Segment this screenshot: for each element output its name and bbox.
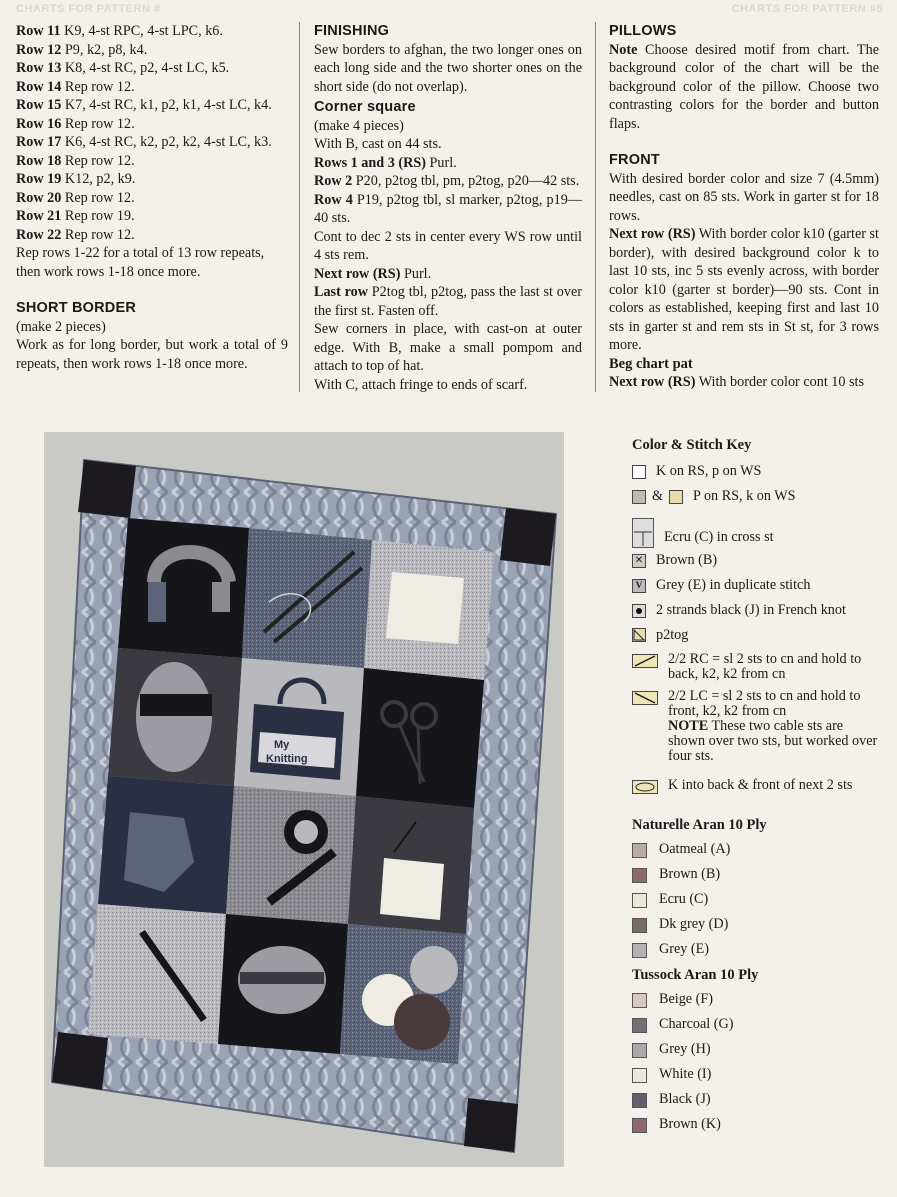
row-2 bbox=[314, 172, 582, 191]
french-knot-icon bbox=[632, 604, 646, 618]
yarn-color-item bbox=[632, 990, 713, 1008]
key-item-cross-stitch bbox=[632, 516, 774, 553]
yarn-color-item bbox=[632, 890, 708, 908]
color-swatch-icon bbox=[632, 1068, 647, 1083]
row-instruction bbox=[16, 207, 288, 226]
color-swatch-icon bbox=[632, 893, 647, 908]
row-label: Row 21 bbox=[16, 208, 62, 224]
row-text: K7, 4-st RC, k1, p2, k1, 4-st LC, k4. bbox=[61, 97, 272, 113]
yarn-color-name: Charcoal (G) bbox=[659, 1016, 734, 1032]
key-item-rc bbox=[632, 652, 882, 682]
row-instruction bbox=[16, 96, 288, 115]
front-heading: FRONT bbox=[609, 152, 660, 168]
row-instruction bbox=[16, 115, 288, 134]
rows-1-3-text: Purl. bbox=[425, 154, 457, 171]
last-row-label: Last row bbox=[314, 284, 368, 300]
row-label: Row 11 bbox=[16, 23, 61, 39]
row-label: Row 18 bbox=[16, 152, 62, 169]
note-label: Note bbox=[609, 41, 638, 58]
last-row bbox=[314, 283, 582, 320]
key-item-brown bbox=[632, 551, 717, 569]
next-row-text: Purl. bbox=[400, 265, 432, 282]
short-border-heading: SHORT BORDER bbox=[16, 300, 137, 316]
yarn-color-name: Brown (K) bbox=[659, 1116, 721, 1132]
ghost-header-right: CHARTS FOR PATTERN #5 bbox=[731, 3, 883, 15]
note-text: Choose desired motif from chart. The background color of the chart will be the background color of the pillow. Choose two contrasting colors for the border and button flaps. bbox=[609, 41, 879, 132]
key-item-label: P on RS, k on WS bbox=[693, 488, 796, 504]
beg-chart-next-row bbox=[609, 373, 879, 392]
afghan-illustration bbox=[44, 432, 564, 1167]
key-item-label: 2/2 LC = sl 2 sts to cn and hold to front, k2, k2 from cn bbox=[668, 688, 861, 719]
purl-swatch-yellow-icon bbox=[669, 490, 683, 504]
row-text: Rep row 12. bbox=[61, 152, 135, 169]
yarn-color-name: Grey (E) bbox=[659, 941, 710, 957]
rows-1-3 bbox=[314, 154, 582, 173]
finishing-text: Sew borders to afghan, the two longer ones on each long side and the two shorter ones on the short side (do not overlap). bbox=[314, 41, 582, 95]
bag-label-line1: My bbox=[274, 739, 290, 751]
row-4 bbox=[314, 191, 582, 228]
knit-swatch-icon bbox=[632, 465, 646, 479]
column-1 bbox=[16, 22, 288, 373]
next-row-label: Next row (RS) bbox=[314, 265, 401, 282]
key-item-label: 2 strands black (J) in French knot bbox=[656, 602, 846, 618]
key-item-kfb bbox=[632, 778, 852, 799]
front-text: With desired border color and size 7 (4.5mm) needles, cast on 85 sts. Work in garter st for 18 rows. bbox=[609, 170, 879, 224]
short-border-text: Work as for long border, but work a total of 9 repeats, then work rows 1-18 once more. bbox=[16, 337, 288, 372]
bag-label-line2: Knitting bbox=[266, 753, 308, 765]
row-label: Row 14 bbox=[16, 78, 62, 95]
yarn-color-item bbox=[632, 1040, 711, 1058]
color-swatch-icon bbox=[632, 1093, 647, 1108]
row-text: Rep row 12. bbox=[61, 78, 135, 95]
yarn-color-name: Grey (H) bbox=[659, 1041, 711, 1057]
yarn-color-item bbox=[632, 865, 720, 883]
row-text: Rep row 12. bbox=[61, 189, 135, 206]
oval-icon bbox=[632, 780, 658, 799]
left-cable-icon bbox=[632, 691, 658, 710]
key-item-label: 2/2 RC = sl 2 sts to cn and hold to back, k2, k2 from cn bbox=[668, 651, 862, 682]
key-item-label: K on RS, p on WS bbox=[656, 463, 762, 479]
rows-1-3-label: Rows 1 and 3 (RS) bbox=[314, 154, 426, 171]
row-4-label: Row 4 bbox=[314, 191, 353, 208]
beg-next-row-label: Next row (RS) bbox=[609, 374, 696, 390]
row-instruction bbox=[16, 59, 288, 78]
ampersand: & bbox=[652, 488, 664, 504]
row-text: Rep row 12. bbox=[61, 115, 135, 132]
beg-next-row-text: With border color cont 10 sts bbox=[695, 374, 865, 390]
key-item-label: K into back & front of next 2 sts bbox=[668, 777, 853, 793]
afghan-blanket bbox=[52, 460, 556, 1152]
row-text: K8, 4-st RC, p2, 4-st LC, k5. bbox=[61, 60, 230, 76]
key-item-knit bbox=[632, 462, 761, 480]
yarn-color-name: Oatmeal (A) bbox=[659, 841, 731, 857]
afghan-photo bbox=[44, 432, 564, 1167]
yarn-color-item bbox=[632, 940, 709, 958]
tussock-heading: Tussock Aran 10 Ply bbox=[632, 967, 759, 983]
color-swatch-icon bbox=[632, 843, 647, 858]
row-text: K9, 4-st RPC, 4-st LPC, k6. bbox=[60, 23, 223, 39]
yarn-color-name: Dk grey (D) bbox=[659, 916, 729, 932]
repeat-instruction: Rep rows 1-22 for a total of 13 row repeats, then work rows 1-18 once more. bbox=[16, 245, 265, 280]
fringe-text: With C, attach fringe to ends of scarf. bbox=[314, 376, 528, 393]
row-instruction bbox=[16, 226, 288, 245]
key-item-label: Ecru (C) in cross st bbox=[664, 529, 774, 545]
key-item-lc bbox=[632, 689, 882, 764]
continue-text: Cont to dec 2 sts in center every WS row until 4 sts rem. bbox=[314, 228, 582, 263]
last-row-text: P2tog tbl, p2tog, pass the last st over the first st. Fasten off. bbox=[314, 284, 582, 319]
key-item-duplicate bbox=[632, 576, 810, 594]
row-label: Row 12 bbox=[16, 41, 62, 58]
finishing-heading: FINISHING bbox=[314, 23, 390, 39]
x-swatch-icon: ✕ bbox=[632, 554, 646, 568]
row-label: Row 19 bbox=[16, 171, 62, 187]
row-4-text: P19, p2tog tbl, sl marker, p2tog, p19—40 sts. bbox=[314, 191, 582, 226]
row-text: Rep row 19. bbox=[61, 208, 135, 224]
yarn-color-name: Brown (B) bbox=[659, 866, 721, 882]
row-instruction bbox=[16, 133, 288, 152]
next-row bbox=[314, 265, 582, 284]
yarn-color-item bbox=[632, 1065, 711, 1083]
row-instruction bbox=[16, 41, 288, 60]
color-swatch-icon bbox=[632, 1018, 647, 1033]
key-item-french-knot bbox=[632, 601, 846, 619]
sew-text: Sew corners in place, with cast-on at outer edge. With B, make a small pompom and attach to top of hat. bbox=[314, 321, 582, 374]
v-swatch-icon: V bbox=[632, 579, 646, 593]
naturelle-heading: Naturelle Aran 10 Ply bbox=[632, 817, 767, 833]
row-2-text: P20, p2tog tbl, pm, p2tog, p20—42 sts. bbox=[352, 173, 580, 189]
pillows-note bbox=[609, 41, 879, 134]
front-next-row bbox=[609, 225, 879, 355]
color-swatch-icon bbox=[632, 1043, 647, 1058]
yarn-color-name: Beige (F) bbox=[659, 991, 713, 1007]
column-3 bbox=[609, 22, 879, 392]
column-rule bbox=[595, 22, 596, 392]
row-instruction bbox=[16, 152, 288, 171]
short-border-note: (make 2 pieces) bbox=[16, 318, 106, 335]
yarn-color-item bbox=[632, 1115, 721, 1133]
yarn-color-name: Ecru (C) bbox=[659, 891, 709, 907]
yarn-color-name: White (I) bbox=[659, 1066, 712, 1082]
front-next-row-text: With border color k10 (garter st border), with desired background color k to last 10 sts, inc 5 sts evenly across, with border color k10 (garter st border)—90 sts. Cont in colors as established, keeping first and last 10 sts in garter st and rem sts in St st, for 3 rows more. bbox=[609, 226, 879, 353]
row-text: K6, 4-st RC, k2, p2, k2, 4-st LC, k3. bbox=[61, 134, 272, 150]
row-instructions bbox=[16, 22, 288, 244]
row-text: K12, p2, k9. bbox=[61, 171, 136, 187]
column-2 bbox=[314, 22, 582, 394]
right-cable-icon bbox=[632, 654, 658, 673]
color-swatch-icon bbox=[632, 918, 647, 933]
purl-swatch-grey-icon bbox=[632, 490, 646, 504]
color-swatch-icon bbox=[632, 993, 647, 1008]
row-instruction bbox=[16, 189, 288, 208]
color-swatch-icon bbox=[632, 1118, 647, 1133]
row-label: Row 13 bbox=[16, 60, 62, 76]
color-swatch-icon bbox=[632, 943, 647, 958]
cross-stitch-icon bbox=[632, 518, 654, 553]
yarn-color-item bbox=[632, 840, 730, 858]
key-item-label: Brown (B) bbox=[656, 552, 718, 568]
key-note-label: NOTE bbox=[668, 718, 709, 734]
row-label: Row 20 bbox=[16, 189, 62, 206]
key-heading: Color & Stitch Key bbox=[632, 437, 752, 453]
row-instruction bbox=[16, 78, 288, 97]
ghost-header-left: CHARTS FOR PATTERN # bbox=[16, 3, 161, 15]
color-swatch-icon bbox=[632, 868, 647, 883]
row-text: P9, k2, p8, k4. bbox=[61, 41, 148, 58]
beg-chart-heading: Beg chart pat bbox=[609, 355, 693, 372]
p2tog-icon bbox=[632, 628, 646, 647]
key-note-text: These two cable sts are shown over two sts, but worked over four sts. bbox=[668, 718, 878, 764]
corner-square-note: (make 4 pieces) bbox=[314, 117, 404, 134]
key-item-label: Grey (E) in duplicate stitch bbox=[656, 577, 811, 593]
row-instruction bbox=[16, 170, 288, 189]
key-item-purl bbox=[632, 487, 796, 505]
row-2-label: Row 2 bbox=[314, 173, 353, 189]
yarn-color-item bbox=[632, 915, 728, 933]
row-text: Rep row 12. bbox=[61, 226, 135, 243]
row-label: Row 15 bbox=[16, 97, 62, 113]
pillows-heading: PILLOWS bbox=[609, 23, 677, 39]
yarn-color-item bbox=[632, 1090, 711, 1108]
yarn-color-name: Black (J) bbox=[659, 1091, 711, 1107]
column-rule bbox=[299, 22, 300, 392]
cast-on-text: With B, cast on 44 sts. bbox=[314, 136, 442, 152]
front-next-row-label: Next row (RS) bbox=[609, 226, 696, 242]
yarn-color-item bbox=[632, 1015, 733, 1033]
key-item-p2tog bbox=[632, 626, 688, 647]
corner-square-heading: Corner square bbox=[314, 99, 416, 115]
row-instruction bbox=[16, 22, 288, 41]
row-label: Row 22 bbox=[16, 226, 62, 243]
key-item-label: p2tog bbox=[656, 627, 689, 643]
row-label: Row 17 bbox=[16, 134, 62, 150]
row-label: Row 16 bbox=[16, 115, 62, 132]
